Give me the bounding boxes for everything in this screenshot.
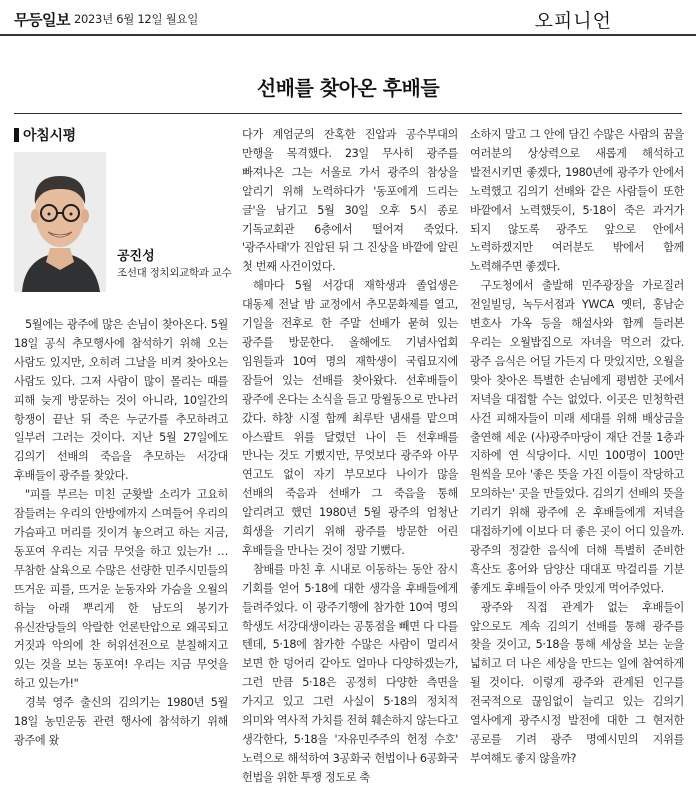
- article-column-1: [14, 316, 228, 751]
- paragraph: 구도청에서 출발해 민주광장을 가로질러 전일빌딩, 녹두서점과 YWCA 옛터, 홍남순 변호사 가옥 등을 해설사와 함께 들러본 우리는 오월밥집으로 자녀을 먹으러 갔다. 광주 음식은 어딜 가든지 다 맛있지만, 오월을 맞아 찾아온 특별한 손님에게 평범한 곳에서 저녁을 대접할 수는 없었다. 이곳은 민청학련 사건 피해자들이 미래 세대를 위해 배상금을 출연해 세운 (사)광주마당이 재단 건물 1층과 지하에 연 식당이다. 시민 100명이 100만 원씩을 모아 '좋은 뜻을 가진 이들이 작당하고 모의하는' 곳을 만들었다. 김의기 선배의 뜻을 기리기 위해 광주에 온 후배들에게 저녁을 대접하기에 이보다 더 좋은 곳이 어디 있을까. 광주의 정갈한 음식에 더해 특별히 준비한 흑산도 홍어와 담양산 대대포 막걸리를 기분 좋게도 후배들이 아주 맛있게 먹어주었다.: [470, 279, 684, 595]
- column-label-marker: [14, 128, 19, 142]
- paragraph: 광주와 직접 관계가 없는 후배들이 앞으로도 계속 김의기 선배를 통해 광주를 찾을 것이고, 5·18을 통해 세상을 보는 눈을 넓히고 더 나은 세상을 만드는 일에 참여하게 될 것이다. 이렇게 광주와 관계된 인구를 전국적으로 끊임없이 늘리고 있는 김의기 열사에게 광주시정 발전에 대한 그 현저한 공로를 기려 광주 명예시민의 지위를 부여해도 좋지 않을까?: [470, 600, 684, 765]
- paragraph: 소하지 말고 그 안에 담긴 수많은 사람의 꿈을 여러분의 상상력으로 새롭게 해석하고 발전시키면 좋겠다, 1980년에 광주가 안에서 노력했고 김의기 선배와 같은 사람들이 또한 바깥에서 노력했듯이, 5·18이 죽은 과거가 되지 않도록 광주도 앞으로 안에서 노력하겠지만 여러분도 밖에서 함께 노력해주면 좋겠다.: [470, 128, 684, 274]
- article-headline: 선배를 찾아온 후배들: [256, 76, 440, 100]
- column-label-text: 아침시평: [23, 128, 76, 144]
- paragraph: 해마다 5월 서강대 재학생과 졸업생은 대동제 전날 밤 교정에서 추모문화제를 열고, 기일을 전후로 한 주말 선배가 묻혀 있는 광주를 방문한다. 올해에도 기념사업회 임원들과 10여 명의 재학생이 국립묘지에 잠들어 있는 선배를 찾아왔다. 선후배들이 광주에 온다는 소식을 듣고 망월동으로 만나러 갔다. 햐창 시절 함께 최루탄 냄새를 맡으며 아스팔트 위를 달렸던 나이 든 선후배를 만나는 것도 기뻤지만, 무엇보다 광주와 아무 연고도 없이 자기 부모보다 나이가 많을 선배의 죽음과 선배가 그 죽음을 통해 알리려고 했던 1980년 5월 광주의 엄청난 희생을 기리기 위해 광주를 방문한 어린 후배들을 만나는 것이 정말 기뻤다.: [242, 279, 458, 557]
- section-title: 오피니언: [534, 10, 612, 32]
- column-label: [14, 125, 76, 145]
- article-column-3: [470, 126, 684, 769]
- headline-divider: [14, 113, 682, 114]
- issue-date: 2023년 6월 12일 월요일: [74, 12, 199, 26]
- paragraph: 참배를 마친 후 시내로 이동하는 동안 잠시 기회를 얻어 5·18에 대한 생각을 후배들에게 들려주었다. 이 광주기행에 참가한 10여 명의 학생도 서강대생이라는 공통점을 빼면 다 다를 텐데, 5·18에 참가한 수많은 사람이 멀리서 보면 한 덩어리 같아도 얼마나 다양하겠는가, 그런 만큼 5·18은 공정히 다양한 측면을 가지고 있고 그런 사실이 5·18의 정치적 의미와 역사적 가치를 전혀 훼손하지 않는다고 생각한다, 5·18을 '자유민주주의 헌정 수호' 노력으로 해석하여 3공화국 헌법이나 6공화국 헌법을 위한 투쟁 정도로 축: [242, 562, 458, 784]
- masthead-divider: [0, 34, 696, 36]
- author-photo: [14, 152, 106, 292]
- article-column-2: [242, 126, 458, 788]
- paragraph: "피를 부르는 미친 군홧발 소리가 고요히 잠들려는 우리의 안방에까지 스며들어 우리의 가슴파고 머리를 짓이겨 놓으려고 하는 지금, 동포여 우리는 지금 무엇을 하고 있는가! … 무참한 살육으로 수많은 선량한 민주시민들의 뜨거운 피를, 뜨거운 눈동자와 가슴을 오월의 하늘 아래 뿌리게 한 남도의 봉기가 유신잔당들의 악랄한 언론탄압으로 왜곡되고 거짓과 악의에 찬 허위선전으로 분칠해지고 있는 것을 보는 동포여! 우리는 지금 무엇을 하고 있는가!": [14, 488, 228, 691]
- newspaper-brand: 무등일보: [14, 11, 70, 29]
- author-title: 조선대 정치외교학과 교수: [117, 267, 232, 279]
- author-portrait-image: [14, 152, 106, 292]
- masthead: [0, 0, 696, 34]
- author-name: 공진성: [117, 249, 155, 264]
- paragraph: 5월에는 광주에 많은 손님이 찾아온다. 5월 18일 공식 추모행사에 참석하기 위해 오는 사람도 있지만, 오히려 그날을 비켜 찾아오는 사람도 있다. 그저 사람이 많이 몰리는 때를 피해 늦게 방문하는 것이 아니라, 10일간의 항쟁이 끝난 뒤 죽은 누군가를 추모하려고 일부러 그러는 것이다. 지난 5월 27일에도 김의기 선배의 죽음을 추모하는 서강대 후배들이 광주를 찾았다.: [14, 318, 228, 483]
- paragraph: 다가 계엄군의 잔혹한 진압과 공수부대의 만행을 목격했다. 23일 무사히 광주를 빠져나온 그는 서울로 가서 광주의 참상을 알리기 위해 노력하다가 '동포에게 드리는 글'을 남기고 5월 30일 오후 5시 종로 기독교회관 6층에서 떨어져 죽었다. '광주사태'가 진압된 뒤 그 진상을 바깥에 알린 첫 번째 사건이었다.: [242, 128, 458, 274]
- paragraph: 경북 영주 출신의 김의기는 1980년 5월 18일 농민운동 관련 행사에 참석하기 위해 광주에 왔: [14, 696, 228, 747]
